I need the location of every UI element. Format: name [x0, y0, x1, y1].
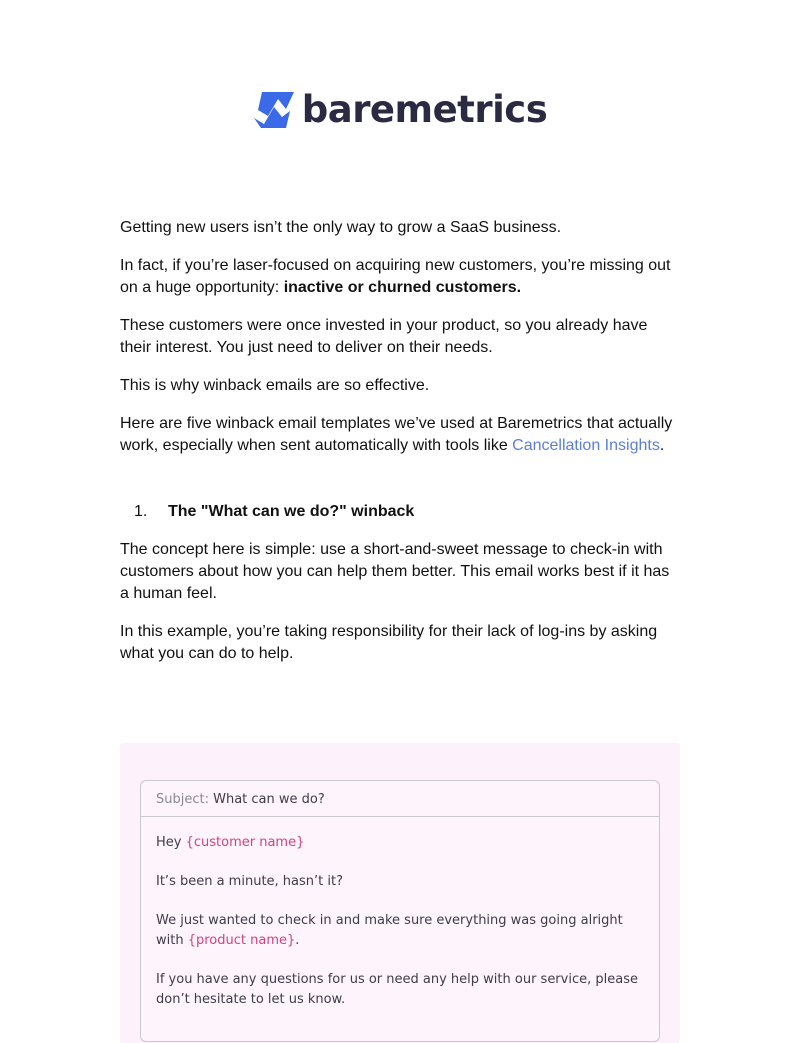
baremetrics-logo[interactable]	[0, 86, 800, 134]
customer-name-variable: {customer name}	[185, 835, 305, 850]
intro-paragraph-4: This is why winback emails are so effective.	[120, 377, 430, 394]
intro-paragraph-5-end: .	[659, 437, 665, 454]
email-line-2-end: .	[295, 933, 300, 948]
section-number: 1.	[134, 503, 148, 520]
section-paragraph-2: In this example, you’re taking responsibility for their lack of log-ins by asking what you can do to help.	[120, 623, 658, 662]
subject-label: Subject:	[156, 792, 209, 807]
cancellation-insights-link[interactable]: Cancellation Insights	[512, 437, 660, 454]
article-body	[120, 217, 680, 681]
email-example-card	[120, 743, 680, 1043]
email-greeting	[156, 833, 644, 853]
section-heading	[120, 501, 680, 523]
intro-paragraph-2-text: In fact, if you’re laser-focused on acquiring new customers, you’re missing out on a huge opportunity:	[120, 257, 671, 296]
email-mockup	[140, 780, 660, 1042]
intro-paragraph-5-text: Here are five winback email templates we’ve used at Baremetrics that actually work, especially when sent automatically with tools like	[120, 415, 673, 454]
email-body	[141, 817, 659, 1010]
baremetrics-logo-icon	[253, 91, 295, 129]
product-name-variable: {product name}	[187, 933, 296, 948]
email-subject-row	[141, 781, 659, 817]
intro-paragraph-2	[120, 255, 680, 299]
intro-paragraph-3: These customers were once invested in your product, so you already have their interest. You just need to deliver on their needs.	[120, 317, 648, 356]
subject-value: What can we do?	[213, 792, 325, 807]
intro-paragraph-2-bold: inactive or churned customers.	[283, 279, 522, 296]
email-line-3: If you have any questions for us or need any help with our service, please don’t hesitate to let us know.	[156, 972, 638, 1007]
intro-paragraph-5	[120, 413, 680, 457]
email-line-2-text: We just wanted to check in and make sure everything was going alright with	[156, 913, 623, 948]
greeting-text: Hey	[156, 835, 186, 850]
email-line-2	[156, 911, 644, 951]
section-title: The "What can we do?" winback	[168, 503, 415, 520]
intro-paragraph-1: Getting new users isn’t the only way to grow a SaaS business.	[120, 219, 562, 236]
section-paragraph-1: The concept here is simple: use a short-and-sweet message to check-in with customers about how you can help them better. This email works best if it has a human feel.	[120, 541, 670, 602]
email-line-1: It’s been a minute, hasn’t it?	[156, 874, 343, 889]
logo-wordmark: baremetrics	[301, 88, 548, 131]
